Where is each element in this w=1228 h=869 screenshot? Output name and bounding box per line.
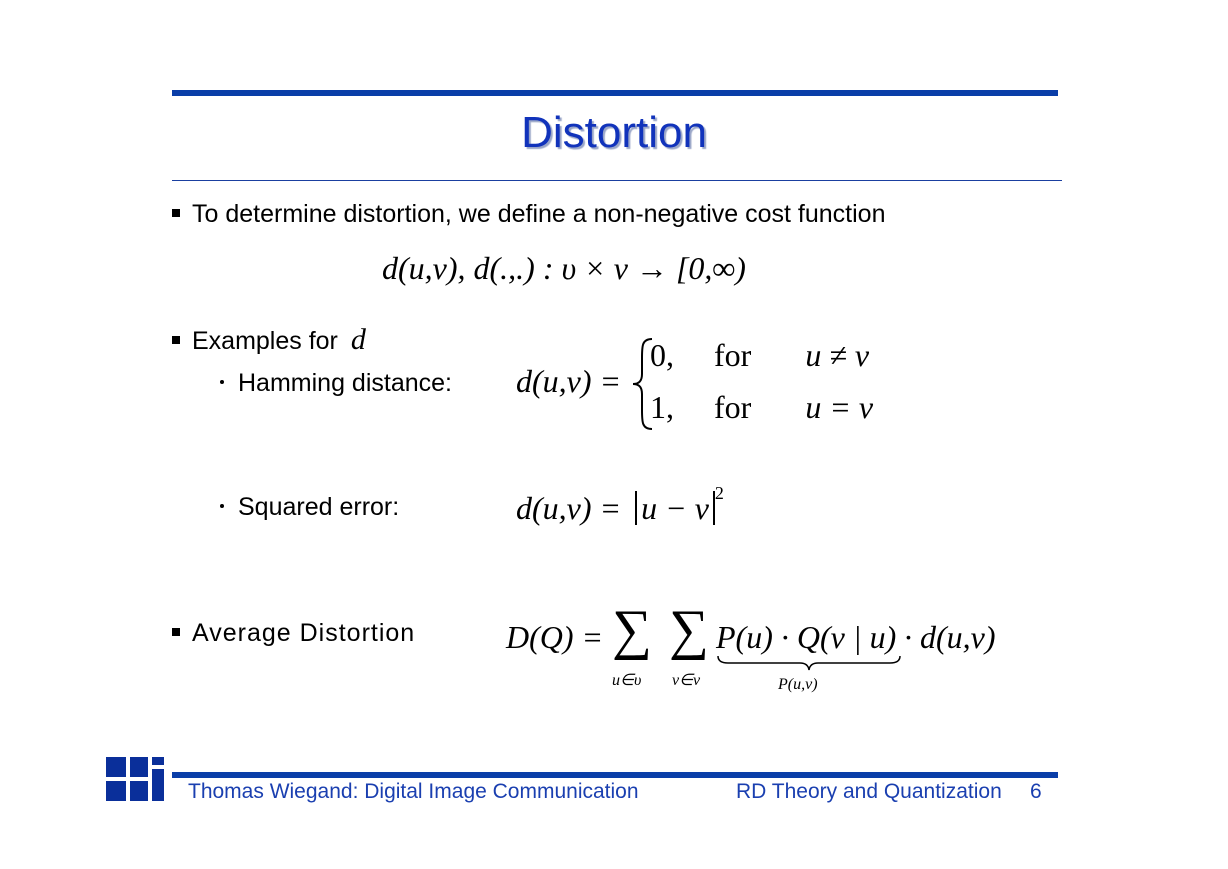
case-condition: u ≠ v (805, 337, 870, 373)
footer-page-number: 6 (1030, 780, 1042, 803)
slide-title: Distortion (521, 108, 707, 157)
cost-function-equation: d(u,v), d(.,.) : υ × ν → [0,∞) (382, 250, 746, 286)
hamming-case-1 (650, 337, 869, 374)
hamming-lhs: d(u,v) = (516, 363, 622, 399)
bullet-dot-icon (220, 504, 224, 508)
bullet-square-icon (172, 628, 180, 636)
case-for: for (714, 389, 752, 425)
sum-index-2: v∈ν (672, 672, 701, 689)
bullet-text: To determine distortion, we define a non-negative cost function (192, 200, 886, 228)
bullet-square-icon (172, 336, 180, 344)
case-condition: u = v (805, 389, 874, 425)
footer-author: Thomas Wiegand: Digital Image Communication (188, 780, 639, 803)
exponent: 2 (714, 483, 724, 504)
bullet-square-icon (172, 209, 180, 217)
case-for: for (714, 337, 752, 373)
distortion-symbol: d (350, 323, 366, 356)
sub-bullet-label: Hamming distance: (238, 369, 452, 397)
absolute-value: u − v (635, 491, 715, 525)
avg-lhs: D(Q) = (506, 619, 604, 655)
sub-bullet-squared-error (220, 492, 399, 522)
top-rule (172, 90, 1058, 96)
bullet-dot-icon (220, 380, 224, 384)
title-underline (172, 180, 1062, 181)
bullet-average-distortion (172, 618, 415, 648)
case-value: 0, (650, 337, 674, 373)
avg-tail: · d(u,v) (904, 619, 996, 655)
sub-bullet-label: Squared error: (238, 493, 400, 521)
bullet-text: Average Distortion (192, 619, 416, 647)
squared-lhs: d(u,v) = (516, 490, 622, 526)
squared-error-equation (516, 483, 724, 527)
sum-sign-2: ∑ (669, 599, 709, 661)
footer-rule (172, 772, 1058, 778)
underbrace-label: P(u,v) (778, 676, 818, 693)
institute-logo (106, 757, 166, 803)
sub-bullet-hamming (220, 368, 452, 398)
bullet-cost-function (172, 199, 885, 229)
bullet-text: Examples for (192, 327, 338, 355)
case-value: 1, (650, 389, 674, 425)
underbrace (716, 654, 902, 672)
hamming-case-2 (650, 389, 873, 426)
sum-index-1: u∈υ (612, 672, 642, 689)
sum-sign-1: ∑ (612, 599, 652, 661)
bullet-examples (172, 325, 366, 356)
footer-section: RD Theory and Quantization (736, 780, 1002, 803)
braced-term: P(u) · Q(v | u) (716, 619, 897, 655)
